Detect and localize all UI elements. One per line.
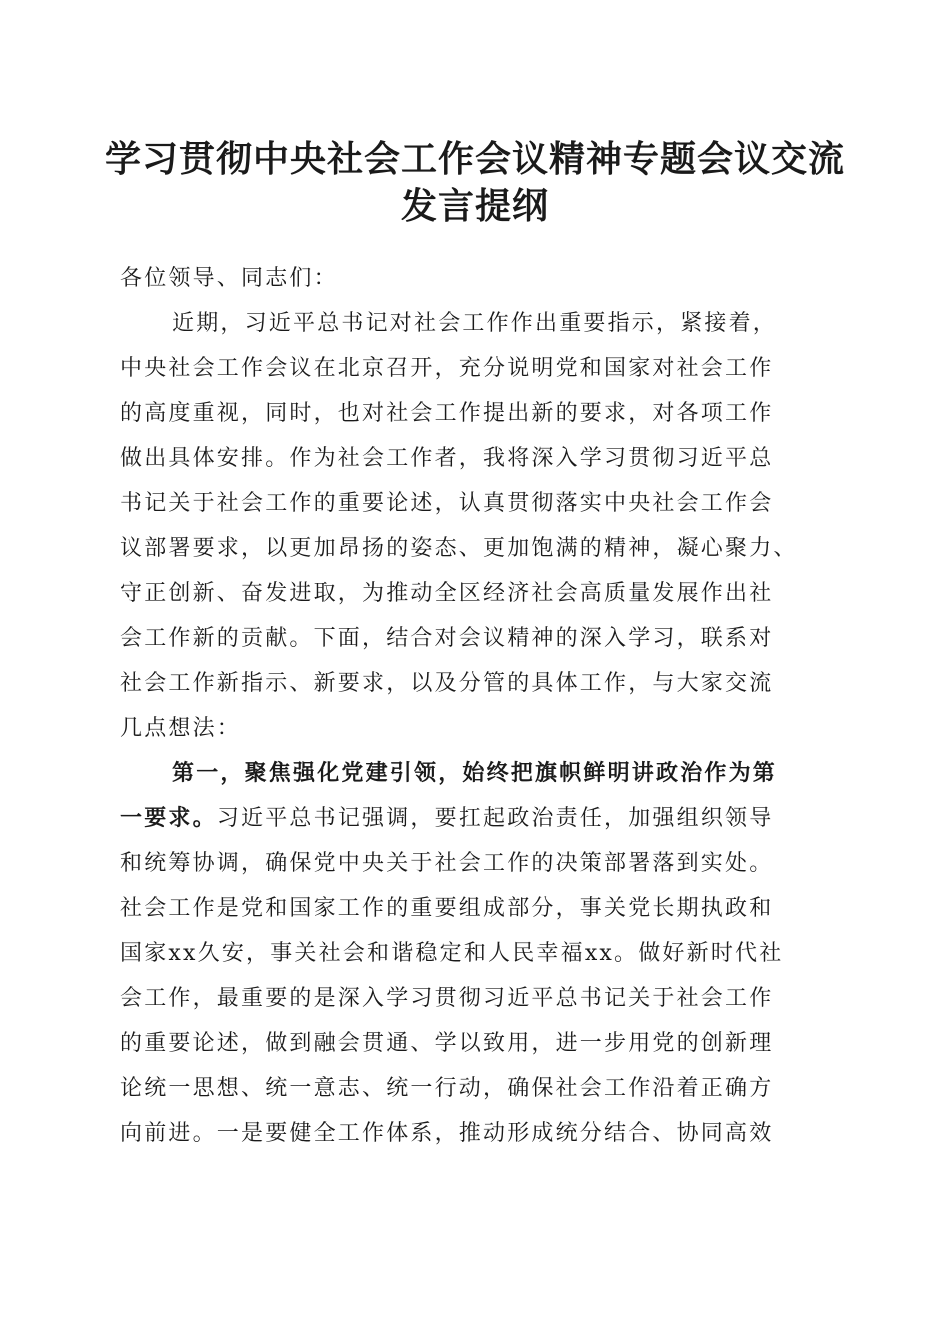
- document-title-line-1: 学习贯彻中央社会工作会议精神专题会议交流: [104, 138, 845, 180]
- paragraph-line: 书记关于社会工作的重要论述，认真贯彻落实中央社会工作会: [120, 491, 774, 516]
- paragraph-line: 几点想法：: [120, 716, 242, 741]
- paragraph-line: 中央社会工作会议在北京召开，充分说明党和国家对社会工作: [120, 356, 774, 381]
- salutation: 各位领导、同志们：: [120, 266, 338, 291]
- paragraph-line: 守正创新、奋发进取，为推动全区经济社会高质量发展作出社: [120, 581, 774, 606]
- paragraph-line: 的重要论述，做到融会贯通、学以致用，进一步用党的创新理: [120, 1031, 774, 1056]
- section-heading-line-2: [120, 796, 840, 841]
- paragraph-line: 近期，习近平总书记对社会工作作出重要指示，紧接着，: [172, 311, 778, 336]
- section-heading-tail: 一要求。: [120, 805, 217, 831]
- paragraph-text: 习近平总书记强调，要扛起政治责任，加强组织领导: [216, 806, 774, 831]
- paragraph-line: 社会工作新指示、新要求，以及分管的具体工作，与大家交流: [120, 671, 774, 696]
- paragraph-line: 议部署要求，以更加昂扬的姿态、更加饱满的精神，凝心聚力、: [120, 536, 798, 561]
- document-title-line-2: 发言提纲: [400, 185, 549, 227]
- paragraph-line: 的高度重视，同时，也对社会工作提出新的要求，对各项工作: [120, 401, 774, 426]
- section-heading-line-1: 第一，聚焦强化党建引领，始终把旗帜鲜明讲政治作为第: [172, 760, 778, 786]
- paragraph-line: 做出具体安排。作为社会工作者，我将深入学习贯彻习近平总: [120, 446, 774, 471]
- paragraph-line: 会工作，最重要的是深入学习贯彻习近平总书记关于社会工作: [120, 986, 774, 1011]
- paragraph-line: 向前进。一是要健全工作体系，推动形成统分结合、协同高效: [120, 1121, 774, 1146]
- document-body: [120, 256, 840, 1156]
- paragraph-line: 会工作新的贡献。下面，结合对会议精神的深入学习，联系对: [120, 626, 774, 651]
- paragraph-line: 和统筹协调，确保党中央关于社会工作的决策部署落到实处。: [120, 851, 774, 876]
- paragraph-line: 社会工作是党和国家工作的重要组成部分，事关党长期执政和: [120, 896, 774, 921]
- paragraph-line: 论统一思想、统一意志、统一行动，确保社会工作沿着正确方: [120, 1076, 774, 1101]
- paragraph-line: 国家xx久安，事关社会和谐稳定和人民幸福xx。做好新时代社: [120, 941, 784, 966]
